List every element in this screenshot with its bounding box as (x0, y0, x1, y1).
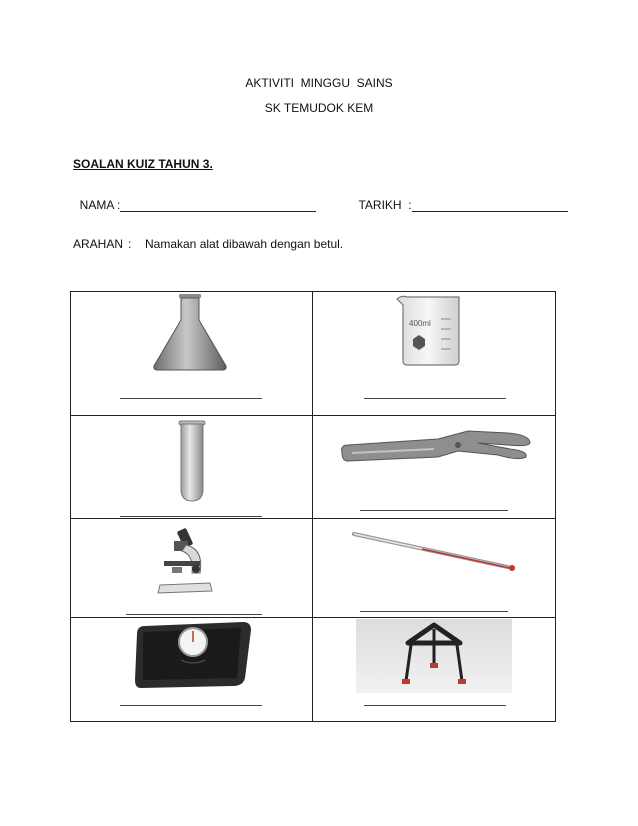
answer-line[interactable] (120, 516, 262, 518)
date-field[interactable] (352, 184, 568, 212)
instruction-label: ARAHAN (73, 237, 124, 251)
thermometer-icon (352, 530, 518, 574)
answer-line[interactable] (360, 510, 508, 512)
weighing-scale-icon (133, 620, 253, 690)
answer-line[interactable] (126, 614, 262, 616)
answer-line[interactable] (364, 398, 506, 400)
beaker-volume-label: 400ml (409, 319, 431, 328)
school-name: SK TEMUDOK KEM (264, 101, 374, 115)
answer-line[interactable] (120, 705, 262, 707)
tripod-stand-icon (356, 619, 512, 693)
answer-line[interactable] (120, 398, 262, 400)
conical-flask-icon (150, 292, 230, 372)
name-field[interactable] (73, 184, 316, 212)
instruction-separator: : (128, 237, 132, 251)
test-tube-icon (177, 419, 207, 503)
instruction-text: Namakan alat dibawah dengan betul. (145, 237, 344, 251)
microscope-icon (150, 525, 218, 597)
table-row-divider (70, 415, 556, 416)
table-row-divider (70, 518, 556, 519)
beaker-icon (395, 293, 465, 367)
table-row-divider (70, 617, 556, 618)
name-blank[interactable] (120, 199, 316, 212)
quiz-title: SOALAN KUIZ TAHUN 3. (73, 157, 213, 171)
name-label: NAMA : (79, 198, 121, 212)
answer-line[interactable] (364, 705, 506, 707)
date-blank[interactable] (412, 199, 568, 212)
table-divider-vertical (312, 291, 313, 722)
answer-line[interactable] (360, 611, 508, 613)
activity-title: AKTIVITI MINGGU SAINS (245, 76, 393, 90)
date-label: TARIKH : (358, 198, 412, 212)
tongs-icon (338, 423, 532, 465)
